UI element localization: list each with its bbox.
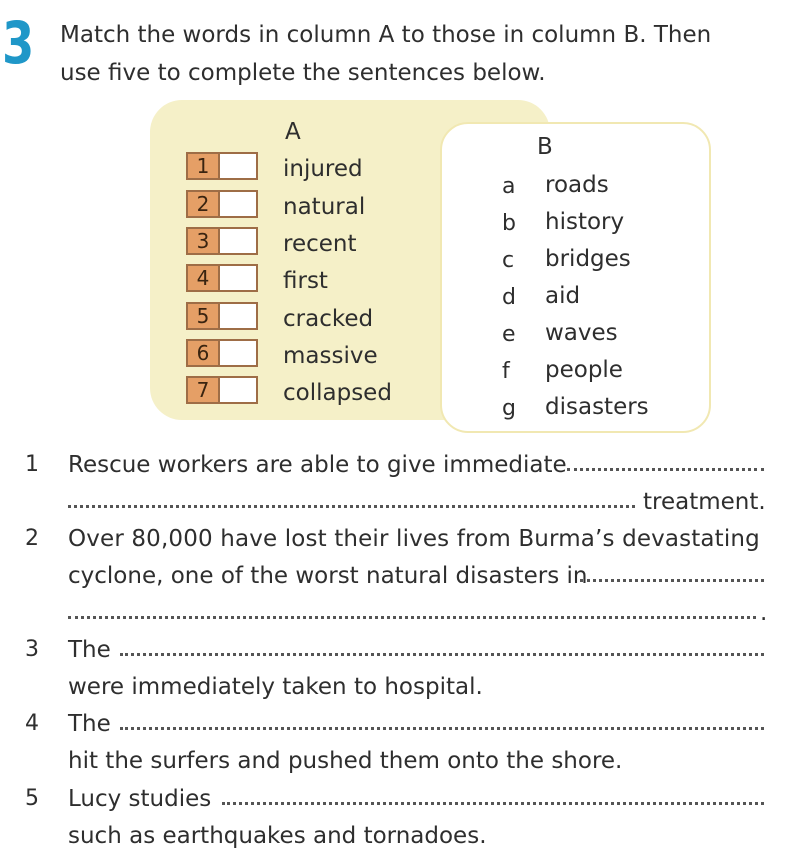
column-b-letter: d (502, 285, 516, 310)
answer-box[interactable] (220, 264, 258, 292)
item-number: 5 (186, 302, 220, 330)
column-b-word: waves (545, 320, 618, 346)
sentence-text: The (68, 711, 111, 737)
answer-blank[interactable] (68, 505, 635, 508)
sentence-number: 4 (25, 711, 39, 736)
column-b-word: roads (545, 172, 609, 198)
column-b-header: B (537, 134, 553, 160)
instruction-line-2: use five to complete the sentences below. (60, 60, 546, 86)
column-a-item (186, 339, 258, 367)
answer-box[interactable] (220, 190, 258, 218)
column-a-item (186, 376, 258, 404)
answer-box[interactable] (220, 152, 258, 180)
item-number: 2 (186, 190, 220, 218)
column-a-word: injured (283, 156, 363, 182)
column-a-item (186, 152, 258, 180)
sentence-text: cyclone, one of the worst natural disasters in (68, 563, 588, 589)
answer-blank[interactable] (580, 579, 764, 582)
column-a-item (186, 190, 258, 218)
answer-blank[interactable] (68, 616, 756, 619)
sentence-number: 5 (25, 786, 39, 811)
column-a-item (186, 264, 258, 292)
column-a-header: A (285, 119, 301, 145)
sentence-number: 1 (25, 452, 39, 477)
answer-box[interactable] (220, 339, 258, 367)
answer-box[interactable] (220, 376, 258, 404)
column-b-letter: f (502, 359, 510, 384)
sentence-number: 2 (25, 526, 39, 551)
column-b-word: bridges (545, 246, 631, 272)
column-b-word: people (545, 357, 623, 383)
sentence-text: . (760, 600, 768, 626)
column-a-word: cracked (283, 306, 374, 332)
answer-blank[interactable] (120, 727, 764, 730)
column-a-item (186, 302, 258, 330)
column-b-word: disasters (545, 394, 649, 420)
item-number: 7 (186, 376, 220, 404)
item-number: 4 (186, 264, 220, 292)
item-number: 3 (186, 227, 220, 255)
column-b-letter: e (502, 322, 516, 347)
answer-blank[interactable] (120, 653, 764, 656)
sentence-text: treatment. (643, 489, 766, 515)
instruction-line-1: Match the words in column A to those in column B. Then (60, 22, 712, 48)
column-a-word: massive (283, 343, 378, 369)
sentence-text: Rescue workers are able to give immediate (68, 452, 567, 478)
item-number: 6 (186, 339, 220, 367)
sentence-text: Lucy studies (68, 786, 212, 812)
column-b-word: aid (545, 283, 581, 309)
answer-box[interactable] (220, 302, 258, 330)
item-number: 1 (186, 152, 220, 180)
column-a-word: first (283, 268, 328, 294)
answer-blank[interactable] (222, 802, 764, 805)
exercise-number: 3 (2, 9, 33, 77)
column-b-word: history (545, 209, 625, 235)
sentence-text: Over 80,000 have lost their lives from Burma’s devastating (68, 526, 760, 552)
column-a-word: natural (283, 194, 366, 220)
column-a-word: collapsed (283, 380, 392, 406)
answer-box[interactable] (220, 227, 258, 255)
sentence-number: 3 (25, 637, 39, 662)
column-b-letter: g (502, 396, 516, 421)
column-a-word: recent (283, 231, 357, 257)
sentence-text: hit the surfers and pushed them onto the shore. (68, 748, 623, 774)
sentence-text: such as earthquakes and tornadoes. (68, 823, 487, 849)
sentence-text: were immediately taken to hospital. (68, 674, 483, 700)
column-b-letter: b (502, 211, 516, 236)
answer-blank[interactable] (567, 468, 764, 471)
sentence-text: The (68, 637, 111, 663)
column-b-letter: a (502, 174, 516, 199)
column-b-panel (440, 122, 711, 433)
column-b-letter: c (502, 248, 515, 273)
column-a-item (186, 227, 258, 255)
